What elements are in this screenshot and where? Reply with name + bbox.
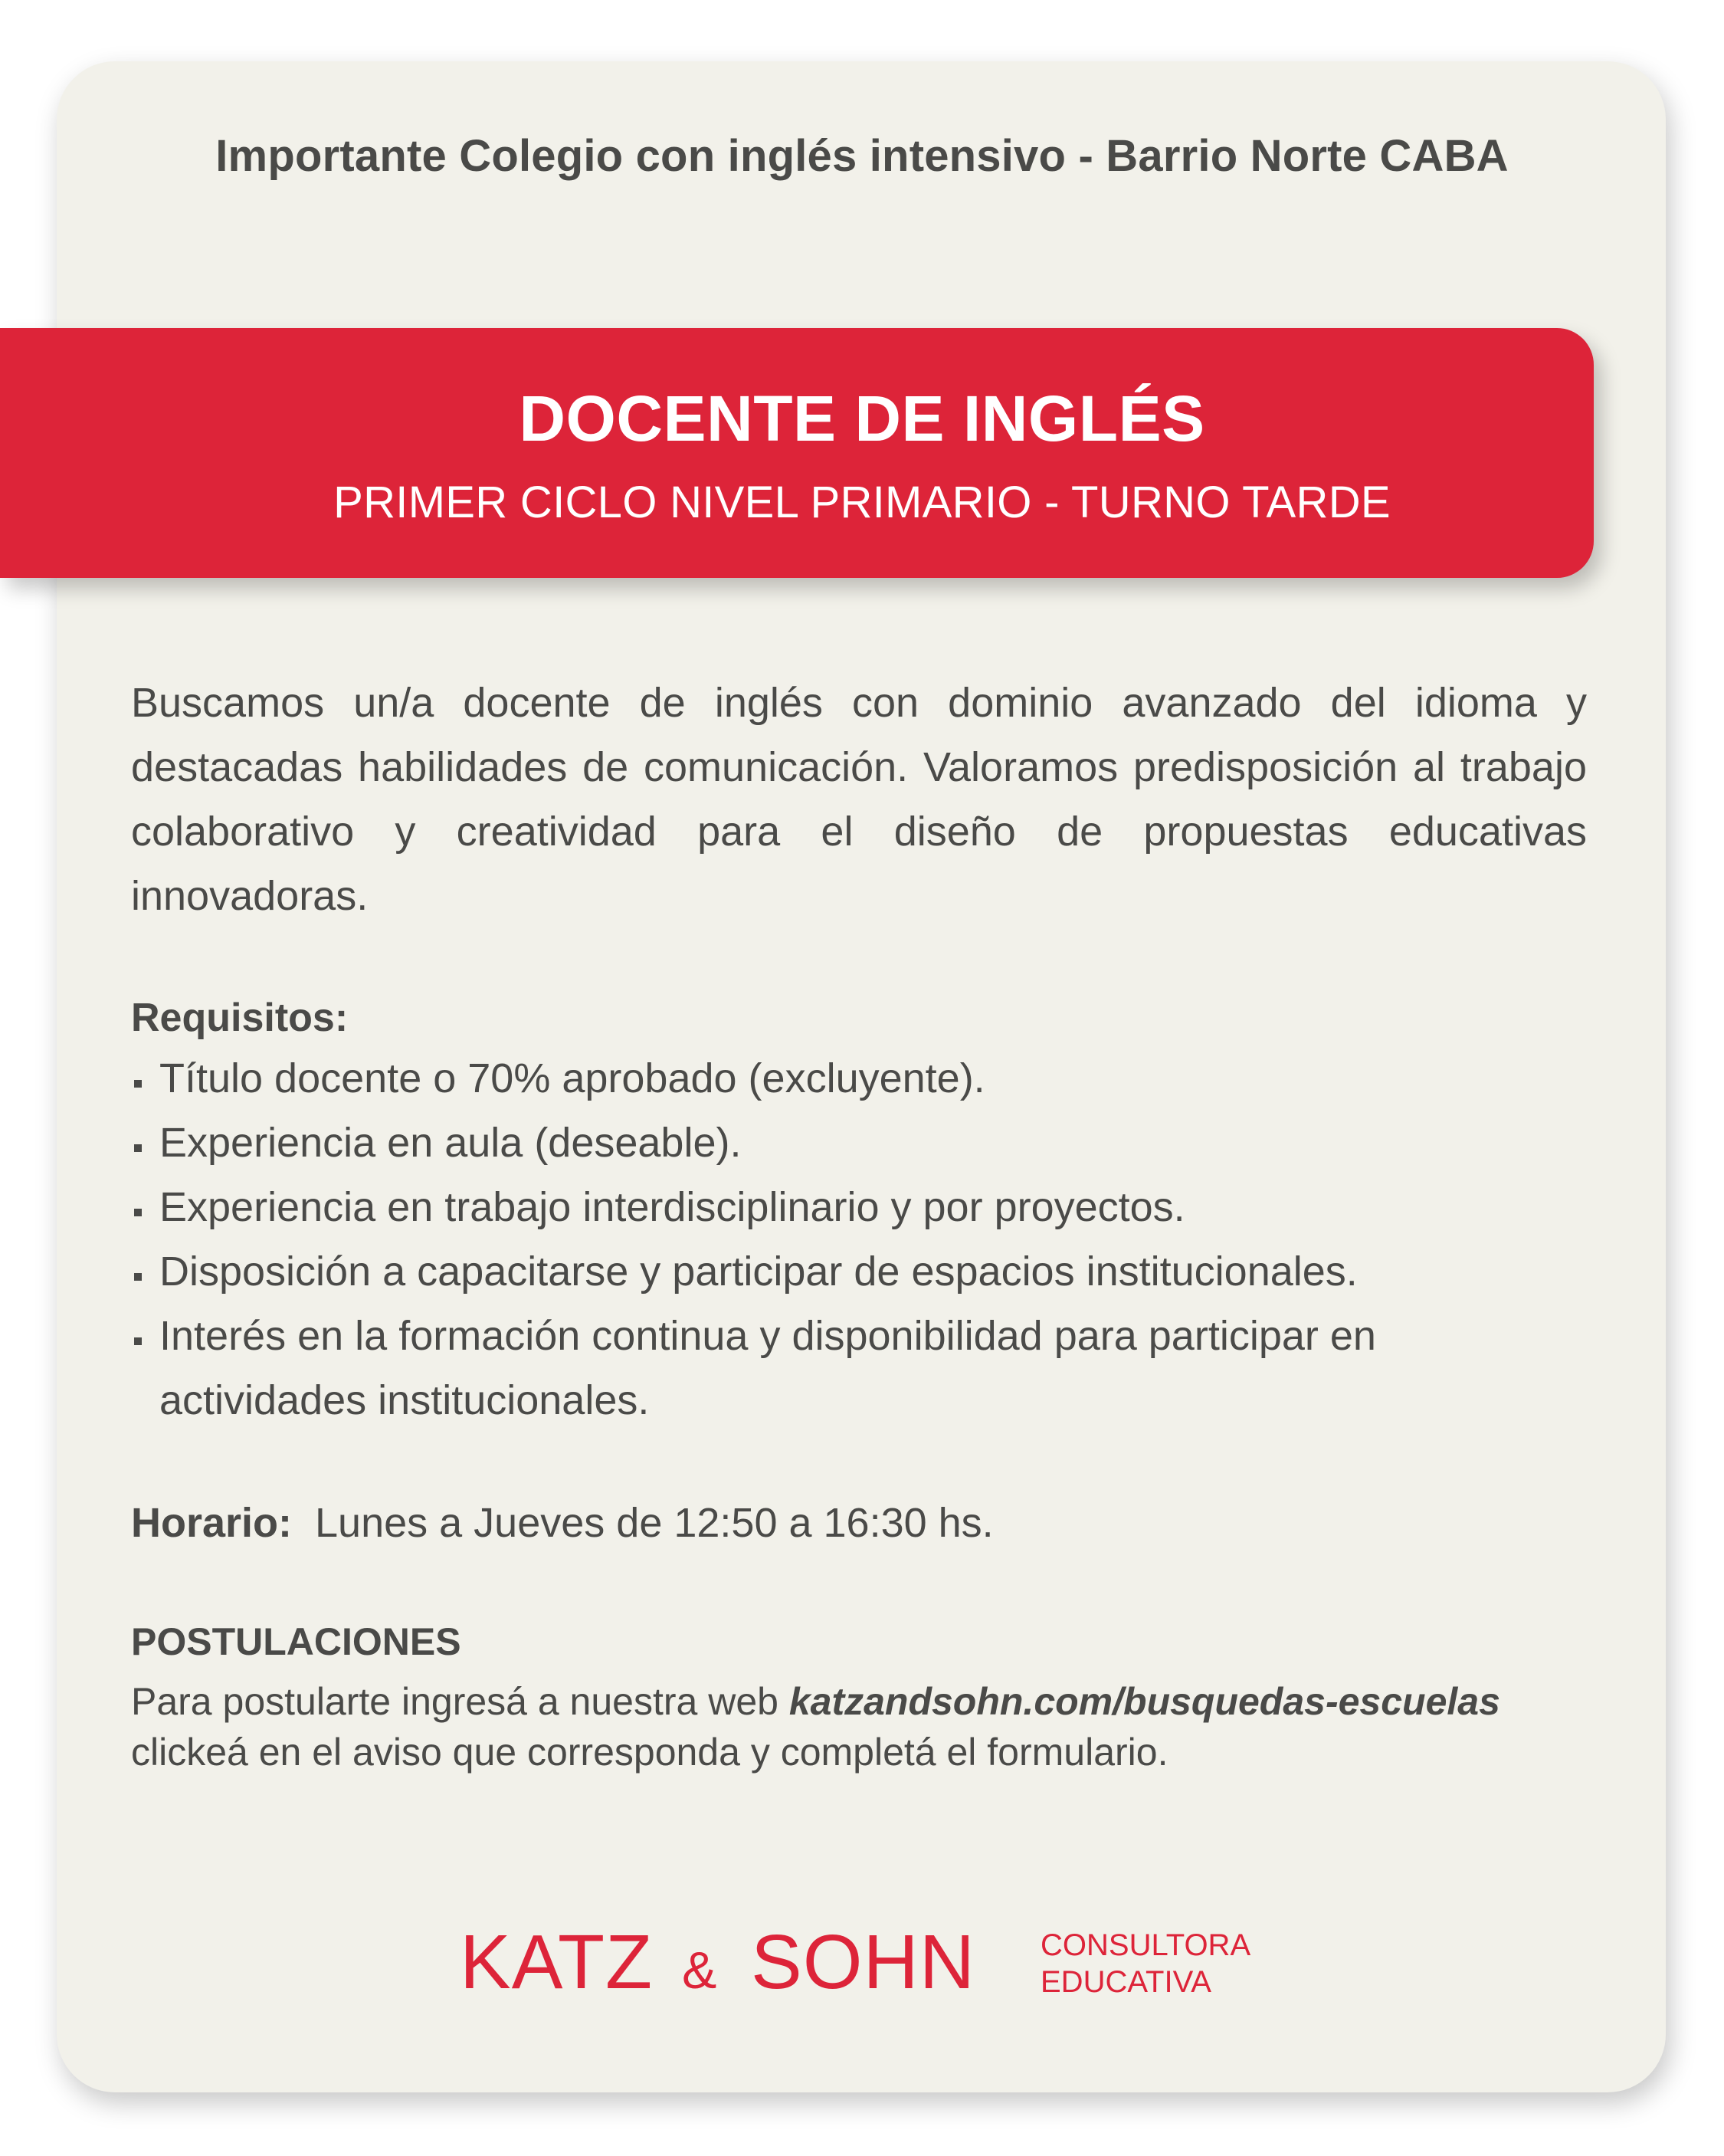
bullet-icon — [134, 1209, 142, 1216]
postulaciones-text — [131, 1676, 1587, 1777]
horario-value: Lunes a Jueves de 12:50 a 16:30 hs. — [315, 1500, 994, 1546]
logo-tagline — [1041, 1927, 1250, 2000]
horario-label: Horario: — [131, 1500, 293, 1546]
logo-ampersand: & — [682, 1941, 717, 2000]
postulaciones-text-before: Para postularte ingresá a nuestra web — [131, 1680, 789, 1723]
list-item — [131, 1175, 1587, 1239]
list-item — [131, 1304, 1477, 1432]
list-item — [131, 1046, 1587, 1111]
postulaciones-title: POSTULACIONES — [131, 1620, 461, 1663]
list-item-text: Título docente o 70% aprobado (excluyente). — [159, 1055, 985, 1101]
list-item-text: Experiencia en trabajo interdisciplinario y por proyectos. — [159, 1184, 1185, 1230]
bullet-icon — [134, 1144, 142, 1152]
list-item — [131, 1239, 1587, 1304]
list-item — [131, 1111, 1587, 1175]
job-subtitle: PRIMER CICLO NIVEL PRIMARIO - TURNO TARDE — [333, 477, 1391, 527]
list-item-text: Experiencia en aula (deseable). — [159, 1120, 742, 1166]
bullet-icon — [134, 1273, 142, 1281]
logo-sohn: SOHN — [751, 1919, 975, 2005]
logo-tagline-line1: CONSULTORA — [1041, 1928, 1251, 1962]
requisitos-title: Requisitos: — [131, 996, 349, 1040]
list-item-text: Interés en la formación continua y disponibilidad para participar en actividades institucionales. — [159, 1313, 1376, 1423]
list-item-text: Disposición a capacitarse y participar de espacios institucionales. — [159, 1249, 1358, 1295]
requisitos-list — [131, 1046, 1587, 1432]
bullet-icon — [134, 1080, 142, 1088]
postulaciones-url[interactable]: katzandsohn.com/busquedas-escuelas — [788, 1680, 1500, 1723]
intro-paragraph: Buscamos un/a docente de inglés con dominio avanzado del idioma y destacadas habilidades de comunicación. Valoramos predisposición al trabajo colaborativo y creatividad para el diseño de propuestas educativas innovadoras. — [131, 680, 1587, 919]
bullet-icon — [134, 1337, 142, 1345]
logo-tagline-line2: EDUCATIVA — [1041, 1965, 1211, 1999]
postulaciones-text-after: clickeá en el aviso que corresponda y completá el formulario. — [131, 1731, 1168, 1774]
school-subtitle: Importante Colegio con inglés intensivo - Barrio Norte CABA — [215, 131, 1509, 181]
job-title: DOCENTE DE INGLÉS — [519, 382, 1205, 454]
logo-katz: KATZ — [460, 1919, 654, 2005]
horario — [131, 1496, 1587, 1550]
